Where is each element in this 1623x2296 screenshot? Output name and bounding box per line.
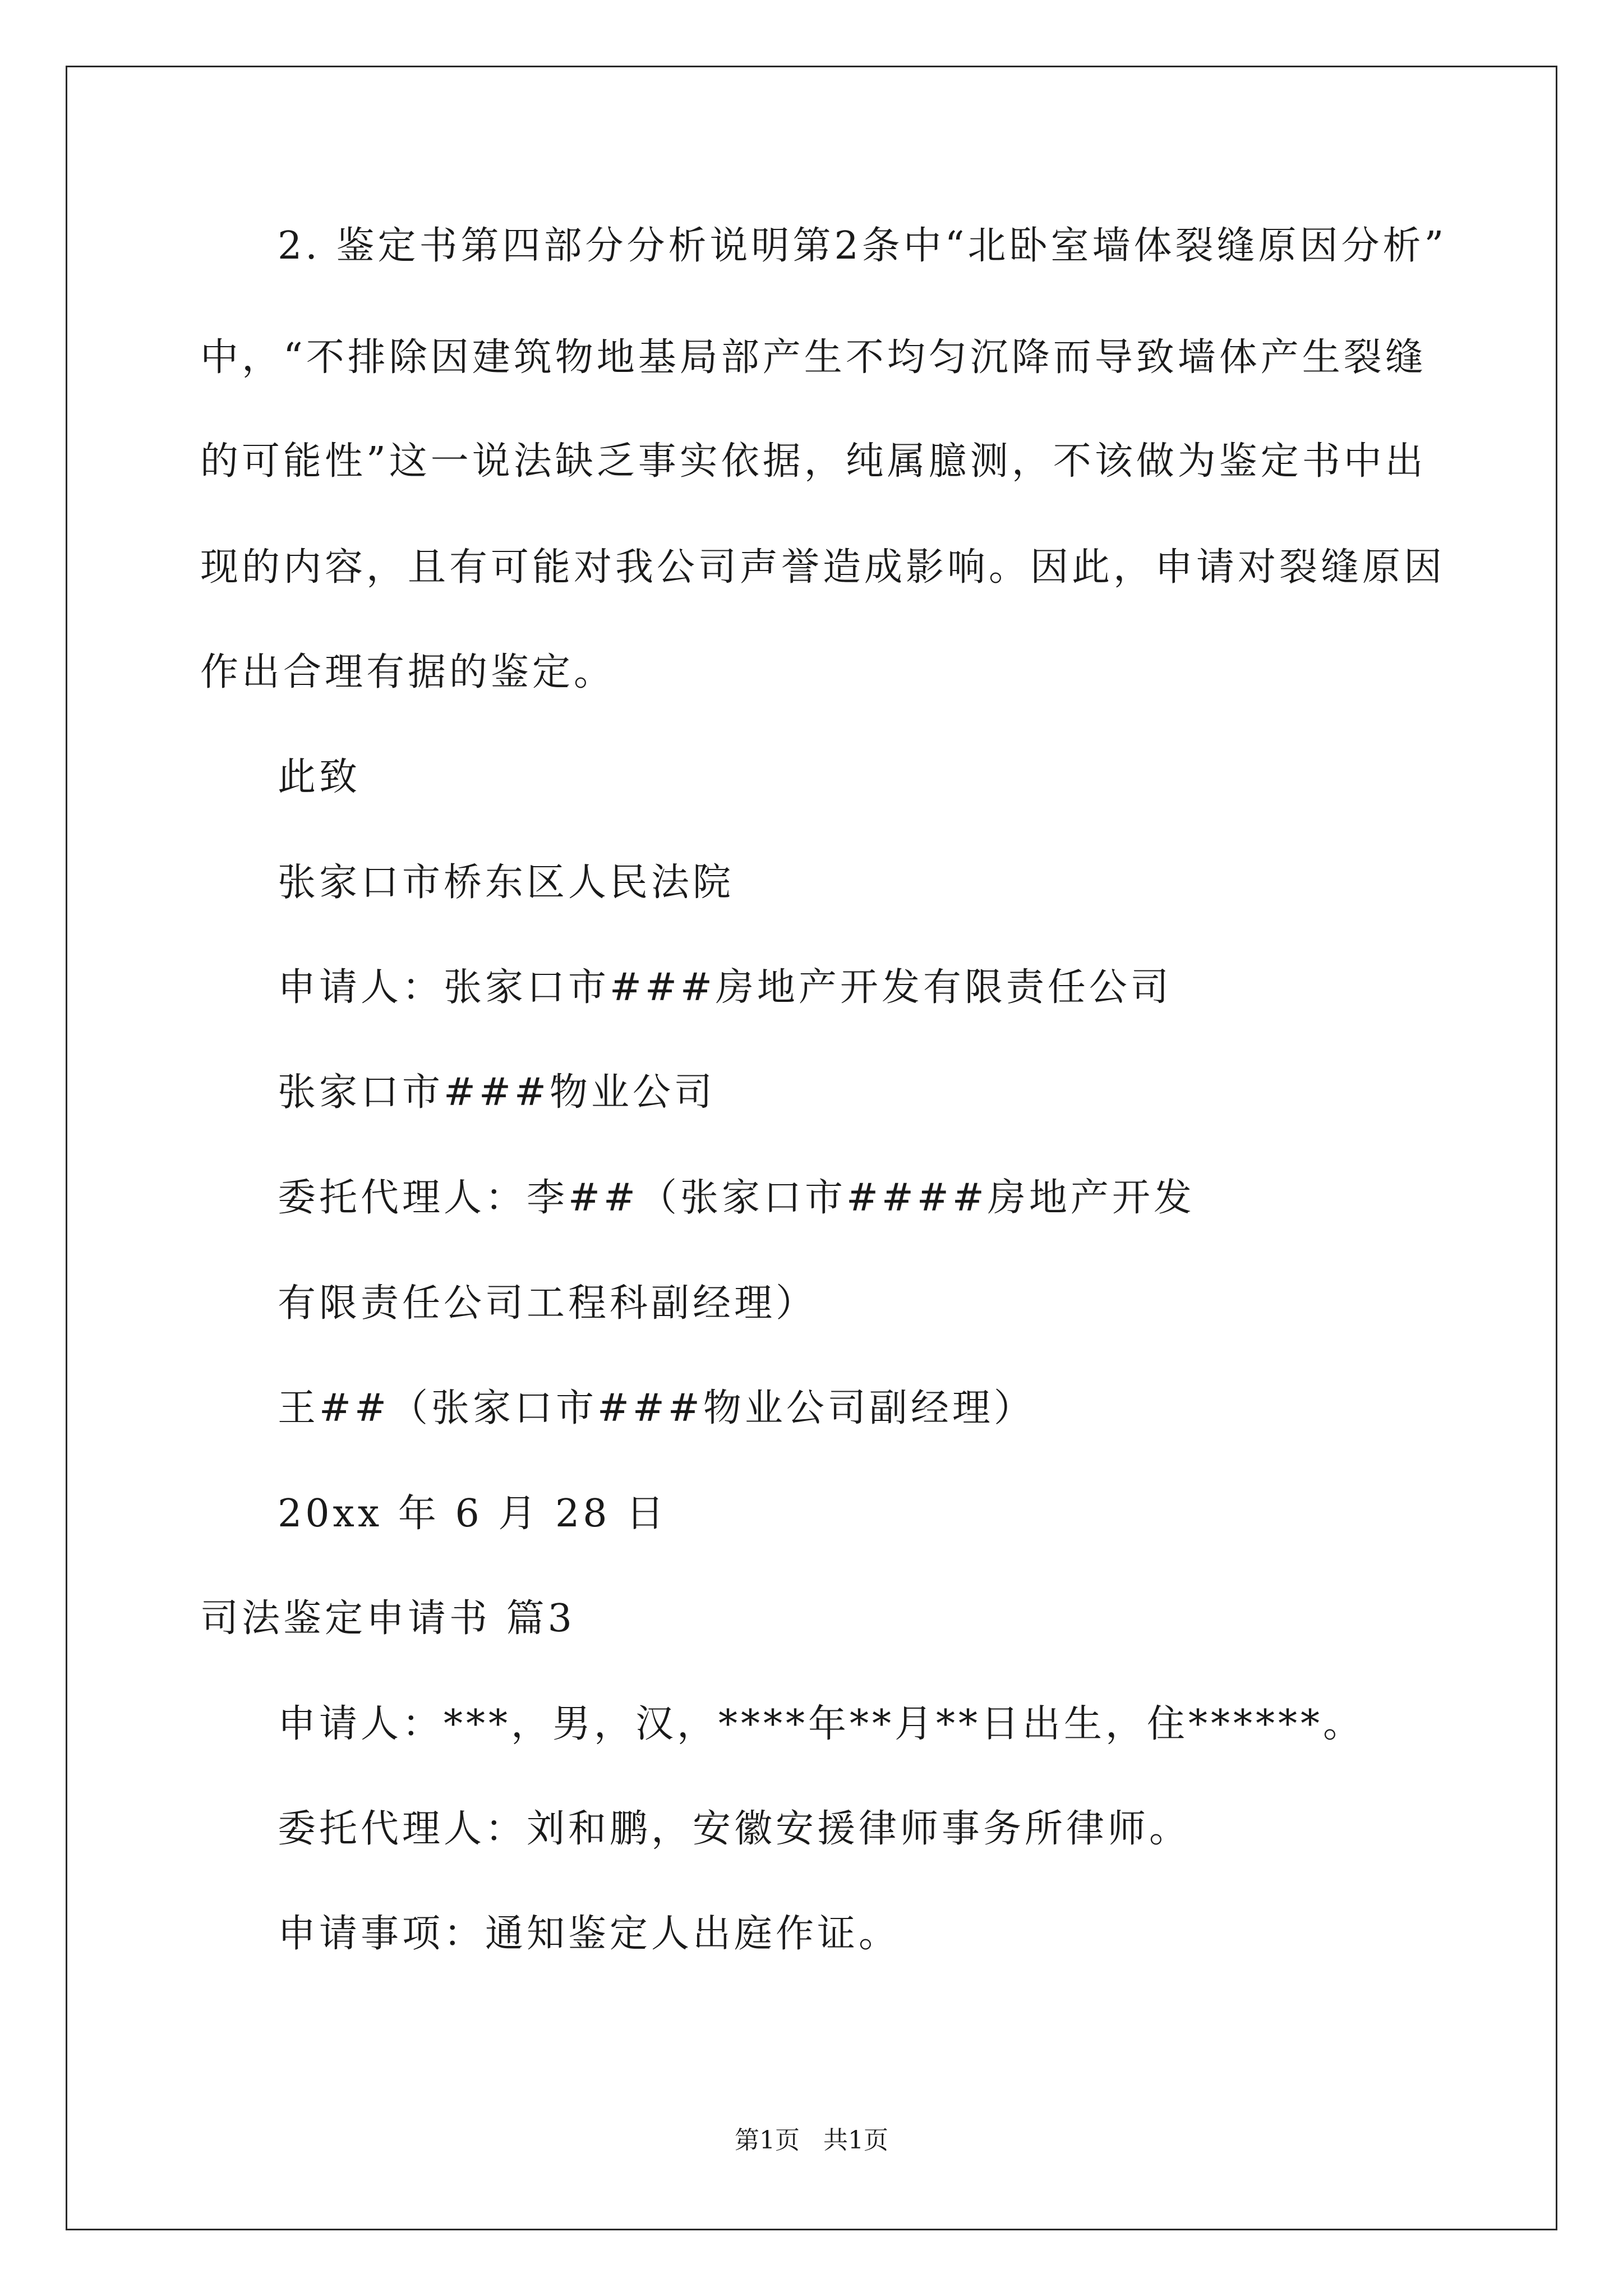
paragraph-line-2: 中，“不排除因建筑物地基局部产生不均匀沉降而导致墙体产生裂缝 [200,335,1427,380]
section-heading: 司法鉴定申请书 篇3 [200,1596,575,1641]
salutation: 此致 [278,755,361,799]
application-matter: 申请事项：通知鉴定人出庭作证。 [278,1912,901,1956]
applicant-company: 申请人：张家口市###房地产开发有限责任公司 [278,965,1172,1010]
applicant-info: 申请人：***，男，汉，****年**月**日出生，住******。 [278,1702,1365,1746]
document-date: 20xx 年 6 月 28 日 [278,1492,668,1536]
agent-line-2: 有限责任公司工程科副经理） [278,1281,818,1326]
paragraph-line-1: 2. 鉴定书第四部分分析说明第2条中“北卧室墙体裂缝原因分析” [278,224,1447,268]
paragraph-line-3: 的可能性”这一说法缺乏事实依据，纯属臆测，不该做为鉴定书中出 [200,439,1427,484]
page-border [66,66,1557,2230]
agent-info: 委托代理人：刘和鹏，安徽安援律师事务所律师。 [278,1807,1191,1851]
page-footer: 第1页 共1页 [735,2126,888,2155]
paragraph-line-4: 现的内容，且有可能对我公司声誉造成影响。因此，申请对裂缝原因 [200,545,1446,590]
agent-2: 王##（张家口市###物业公司副经理） [278,1386,1035,1430]
paragraph-line-5: 作出合理有据的鉴定。 [200,650,616,694]
applicant-property-company: 张家口市###物业公司 [278,1070,716,1115]
agent-line-1: 委托代理人：李##（张家口市####房地产开发 [278,1176,1195,1220]
court-name: 张家口市桥东区人民法院 [278,861,735,905]
